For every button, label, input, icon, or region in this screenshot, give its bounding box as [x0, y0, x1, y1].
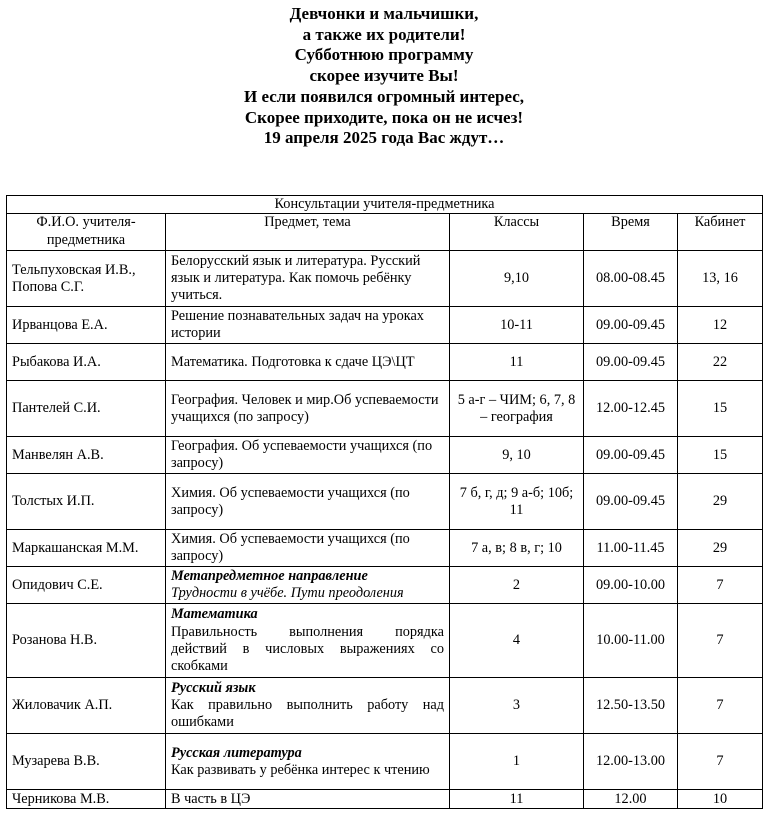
- table-row: [7, 437, 763, 474]
- subject-cell: [166, 604, 450, 678]
- classes-cell: 1: [450, 734, 584, 790]
- classes-cell: 5 а-г – ЧИМ; 6, 7, 8 – география: [450, 381, 584, 437]
- header-line: а также их родители!: [302, 24, 466, 44]
- header-line: Субботнюю программу: [294, 45, 474, 65]
- teacher-cell: Пантелей С.И.: [7, 381, 166, 437]
- table-row: [7, 344, 763, 381]
- subject-cell: География. Об успеваемости учащихся (по запросу): [166, 437, 450, 474]
- table-row: [7, 604, 763, 678]
- classes-cell: 7 б, г, д; 9 а-б; 10б; 11: [450, 474, 584, 530]
- subject-topic: Как правильно выполнить работу над ошибками: [171, 697, 444, 731]
- classes-cell: 10-11: [450, 307, 584, 344]
- subject-direction: Математика: [171, 606, 258, 623]
- column-header-subject: Предмет, тема: [166, 214, 450, 251]
- subject-cell: Решение познавательных задач на уроках истории: [166, 307, 450, 344]
- consultation-table: [6, 195, 763, 809]
- room-cell: 7: [678, 734, 763, 790]
- subject-cell: В часть в ЦЭ: [166, 790, 450, 809]
- room-cell: 7: [678, 678, 763, 734]
- subject-cell: [166, 567, 450, 604]
- teacher-cell: Рыбакова И.А.: [7, 344, 166, 381]
- room-cell: 12: [678, 307, 763, 344]
- time-cell: 09.00-09.45: [584, 344, 678, 381]
- time-cell: 10.00-11.00: [584, 604, 678, 678]
- room-cell: 13, 16: [678, 251, 763, 307]
- teacher-cell: Жиловачик А.П.: [7, 678, 166, 734]
- subject-cell: [166, 734, 450, 790]
- subject-cell: Математика. Подготовка к сдаче ЦЭ\ЦТ: [166, 344, 450, 381]
- room-cell: 29: [678, 530, 763, 567]
- table-row: [7, 734, 763, 790]
- classes-cell: 7 а, в; 8 в, г; 10: [450, 530, 584, 567]
- room-cell: 29: [678, 474, 763, 530]
- room-cell: 22: [678, 344, 763, 381]
- teacher-cell: Черникова М.В.: [7, 790, 166, 809]
- teacher-cell: Розанова Н.В.: [7, 604, 166, 678]
- subject-cell: Белорусский язык и литература. Русский язык и литература. Как помочь ребёнку учиться.: [166, 251, 450, 307]
- time-cell: 12.00-13.00: [584, 734, 678, 790]
- room-cell: 10: [678, 790, 763, 809]
- time-cell: 12.00-12.45: [584, 381, 678, 437]
- header-line: Девчонки и мальчишки,: [289, 4, 479, 23]
- table-row: [7, 678, 763, 734]
- teacher-cell: Тельпуховская И.В., Попова С.Г.: [7, 251, 166, 307]
- table-row: [7, 567, 763, 604]
- teacher-cell: Ирванцова Е.А.: [7, 307, 166, 344]
- subject-direction: Метапредметное направление: [171, 568, 368, 584]
- table-row: [7, 251, 763, 307]
- teacher-cell: Толстых И.П.: [7, 474, 166, 530]
- time-cell: 09.00-09.45: [584, 307, 678, 344]
- subject-cell: Химия. Об успеваемости учащихся (по запросу): [166, 474, 450, 530]
- teacher-cell: Маркашанская М.М.: [7, 530, 166, 567]
- time-cell: 09.00-09.45: [584, 474, 678, 530]
- teacher-cell: Манвелян А.В.: [7, 437, 166, 474]
- table-row: [7, 307, 763, 344]
- column-header-time: Время: [584, 214, 678, 251]
- subject-cell: Химия. Об успеваемости учащихся (по запросу): [166, 530, 450, 567]
- classes-cell: 4: [450, 604, 584, 678]
- column-header-room: Кабинет: [678, 214, 763, 251]
- subject-cell: География. Человек и мир.Об успеваемости учащихся (по запросу): [166, 381, 450, 437]
- classes-cell: 2: [450, 567, 584, 604]
- classes-cell: 3: [450, 678, 584, 734]
- room-cell: 7: [678, 567, 763, 604]
- time-cell: 12.50-13.50: [584, 678, 678, 734]
- classes-cell: 11: [450, 790, 584, 809]
- table-row: [7, 790, 763, 809]
- column-header-teacher: Ф.И.О. учителя-предметника: [7, 214, 166, 251]
- subject-cell: [166, 678, 450, 734]
- table-row: [7, 474, 763, 530]
- subject-direction: Русская литература: [171, 744, 302, 761]
- room-cell: 15: [678, 437, 763, 474]
- time-cell: 09.00-10.00: [584, 567, 678, 604]
- subject-topic: Как развивать у ребёнка интерес к чтению: [171, 761, 430, 778]
- table-row: [7, 530, 763, 567]
- time-cell: 09.00-09.45: [584, 437, 678, 474]
- subject-direction: Русский язык: [171, 679, 256, 696]
- classes-cell: 9,10: [450, 251, 584, 307]
- classes-cell: 9, 10: [450, 437, 584, 474]
- time-cell: 08.00-08.45: [584, 251, 678, 307]
- header-line: Скорее приходите, пока он не исчез!: [244, 107, 524, 127]
- header-line: И если появился огромный интерес,: [243, 86, 525, 106]
- announcement-header: [0, 4, 768, 149]
- time-cell: 11.00-11.45: [584, 530, 678, 567]
- teacher-cell: Опидович С.Е.: [7, 567, 166, 604]
- subject-topic: Трудности в учёбе. Пути преодоления: [171, 585, 404, 602]
- classes-cell: 11: [450, 344, 584, 381]
- header-line: 19 апреля 2025 года Вас ждут…: [263, 128, 505, 148]
- time-cell: 12.00: [584, 790, 678, 809]
- column-header-classes: Классы: [450, 214, 584, 251]
- teacher-cell: Музарева В.В.: [7, 734, 166, 790]
- table-row: [7, 381, 763, 437]
- subject-topic: Правильность выполнения порядка действий в числовых выражениях со скобками: [171, 623, 444, 675]
- room-cell: 15: [678, 381, 763, 437]
- header-line: скорее изучите Вы!: [309, 66, 459, 86]
- room-cell: 7: [678, 604, 763, 678]
- table-caption: Консультации учителя-предметника: [7, 196, 763, 214]
